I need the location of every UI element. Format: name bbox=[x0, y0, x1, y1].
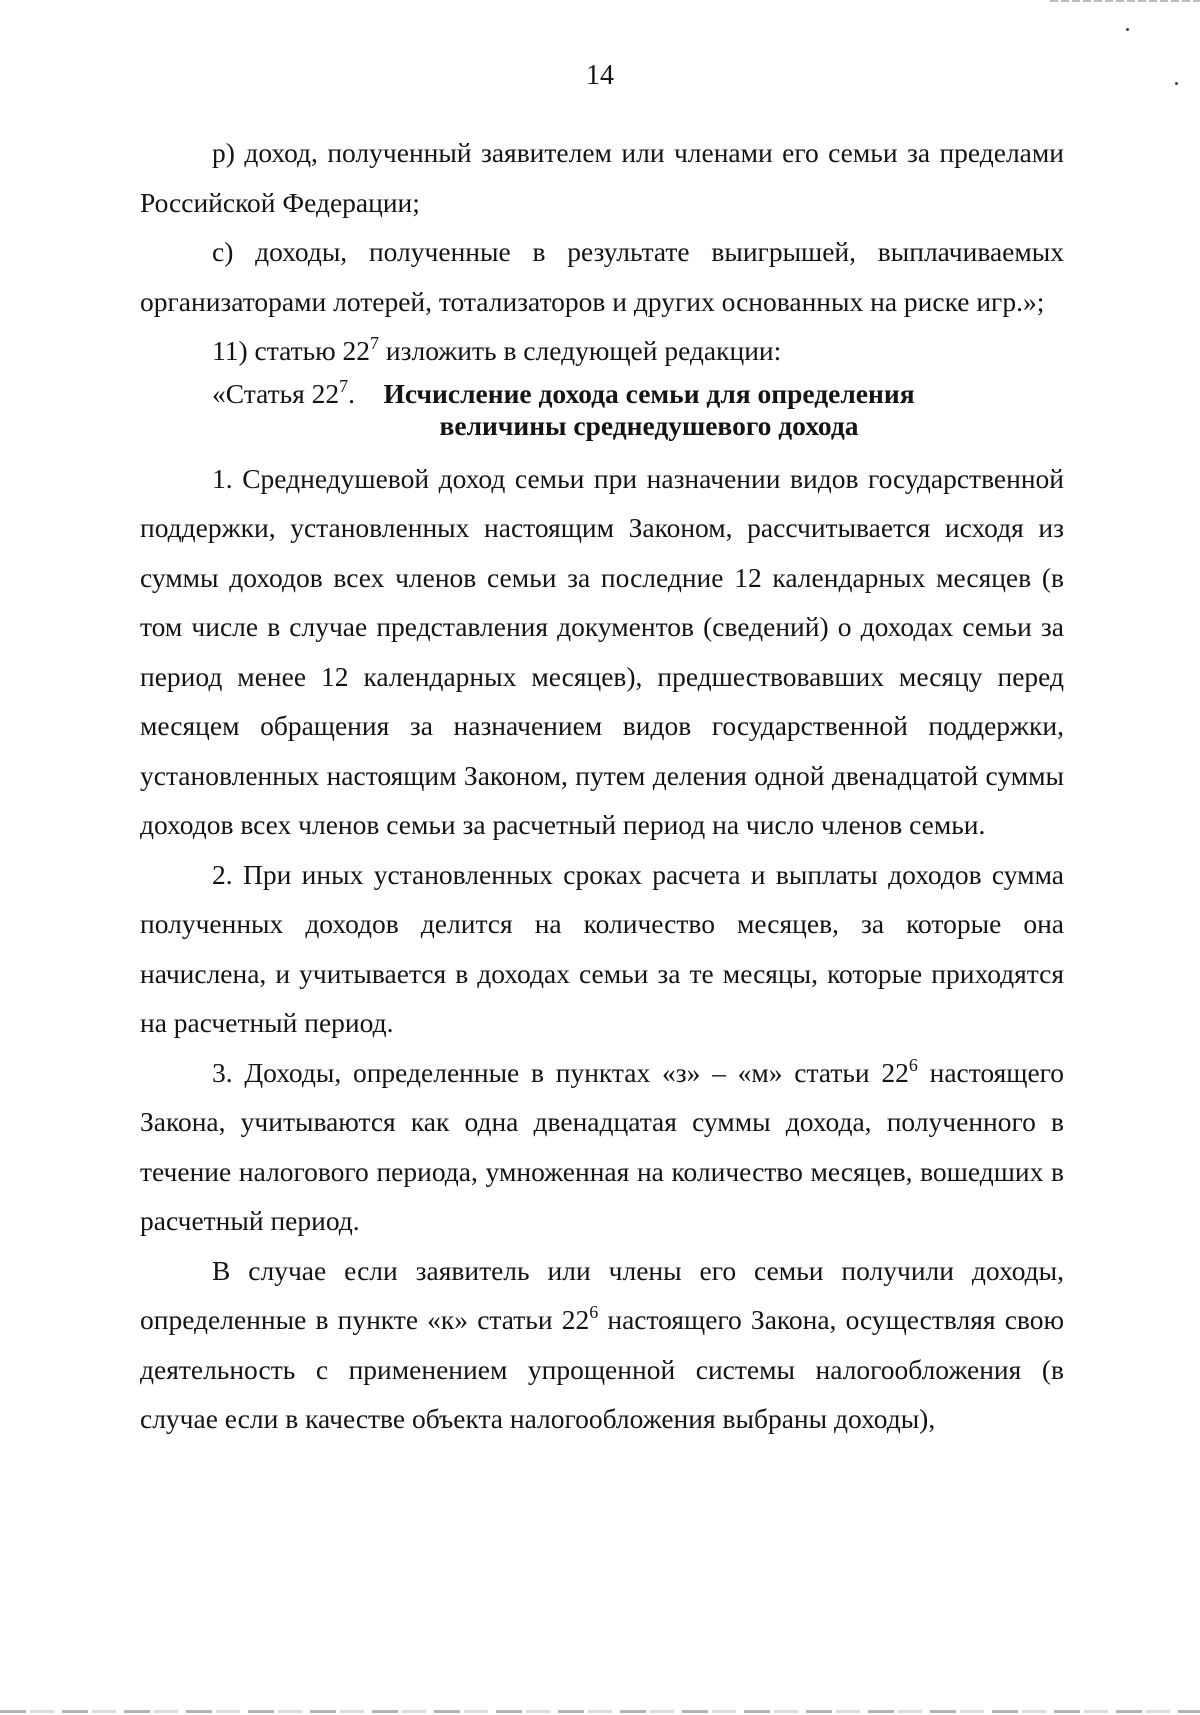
article-title bbox=[369, 378, 929, 442]
document-body bbox=[140, 128, 1064, 1444]
scan-artifact-dot bbox=[1126, 28, 1129, 31]
article-title-line-1: Исчисление дохода семьи для определения bbox=[383, 377, 915, 409]
clause-3-text: 3. Доходы, определенные в пунктах «з» – «м» статьи 22 bbox=[212, 1056, 909, 1088]
item-11-text: 11) статью 22 bbox=[212, 335, 371, 366]
article-heading bbox=[212, 375, 1064, 442]
article-label bbox=[212, 375, 356, 442]
clause-3-text-end: настоящего Закона, учитываются как одна двенадцатая суммы дохода, полученного в течение налогового периода, умноженная на количество месяцев, вошедших в расчетный период. bbox=[140, 1056, 1064, 1236]
paragraph-clause-3 bbox=[140, 1048, 1064, 1246]
page-number: 14 bbox=[586, 60, 614, 91]
clause-3-superscript: 6 bbox=[908, 1054, 918, 1075]
paragraph-clause-2: 2. При иных установленных сроках расчета и выплаты доходов сумма полученных доходов делится на количество месяцев, за которые она начислена, и учитывается в доходах семьи за те месяцы, которые приходятся на расчетный период. bbox=[140, 858, 1064, 1038]
item-11-text-end: изложить в следующей редакции: bbox=[379, 335, 782, 366]
paragraph-item-r: р) доход, полученный заявителем или членами его семьи за пределами Российской Федерации; bbox=[140, 137, 1064, 218]
simplified-tax-text: В случае если заявитель или члены его семьи получили доходы, определенные в пункте «к» статьи 22 bbox=[140, 1254, 1064, 1335]
article-label-text: «Статья 22 bbox=[212, 377, 340, 409]
article-label-superscript: 7 bbox=[339, 375, 349, 396]
article-title-line-2: величины среднедушевого дохода bbox=[439, 409, 859, 441]
item-11-superscript: 7 bbox=[370, 333, 380, 353]
paragraph-clause-1: 1. Среднедушевой доход семьи при назначении видов государственной поддержки, установленных настоящим Законом, рассчитывается исходя из суммы доходов всех членов семьи за последние 12 календарных месяцев (в том числе в случае представления документов (сведений) о доходах семьи за период менее 12 календарных месяцев), предшествовавших месяцу перед месяцем обращения за назначением видов государственной поддержки, установленных настоящим Законом, путем деления одной двенадцатой суммы доходов всех членов семьи за расчетный период на число членов семьи. bbox=[140, 462, 1064, 840]
article-label-dot: . bbox=[348, 377, 356, 409]
scan-artifact-top bbox=[1050, 0, 1200, 2]
paragraph-item-s: с) доходы, полученные в результате выигрышей, выплачиваемых организаторами лотерей, тотализаторов и других основанных на риске игр.»; bbox=[140, 236, 1064, 317]
scan-artifact-bottom bbox=[0, 1710, 1200, 1713]
simplified-tax-text-end: настоящего Закона, осуществляя свою деятельность с применением упрощенной системы налогообложения (в случае если в качестве объекта налогообложения выбраны доходы), bbox=[140, 1304, 1064, 1434]
simplified-tax-superscript: 6 bbox=[589, 1302, 599, 1322]
paragraph-item-11 bbox=[140, 326, 1064, 376]
paragraph-simplified-tax bbox=[140, 1246, 1064, 1444]
